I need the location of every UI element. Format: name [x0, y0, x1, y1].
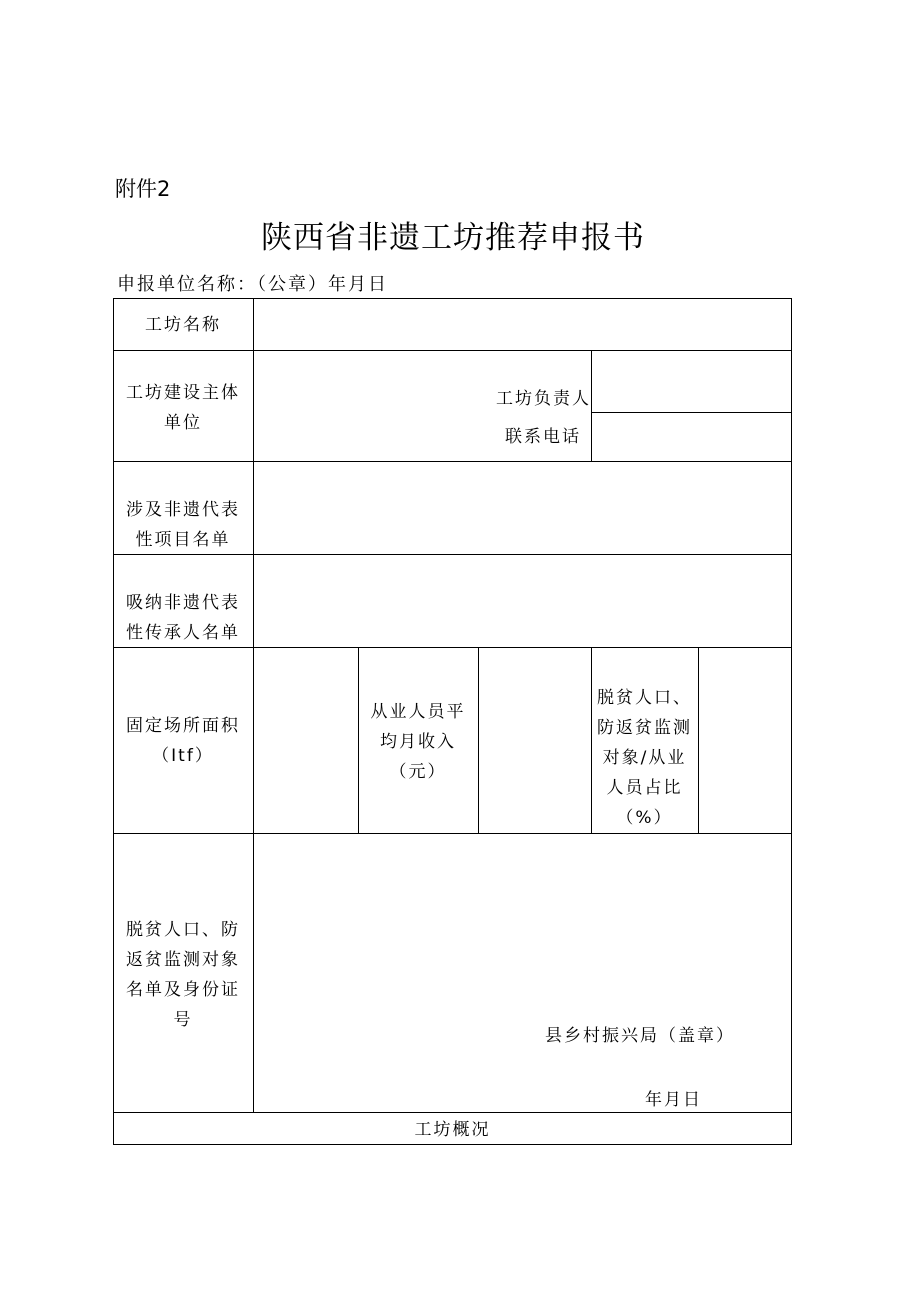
- poverty-list-label: 脱贫人口、防 返贫监测对象 名单及身份证 号: [126, 920, 240, 1030]
- rural-revitalization-seal-label: 县乡村振兴局（盖章）: [545, 1026, 735, 1046]
- phone-label: 联系电话: [505, 427, 581, 447]
- projects-label: 涉及非遗代表 性项目名单: [126, 500, 240, 550]
- inheritors-label: 吸纳非遗代表 性传承人名单: [126, 593, 240, 643]
- workshop-name-label: 工坊名称: [145, 315, 221, 335]
- column-divider: [253, 298, 254, 1112]
- table-border-top: [113, 298, 792, 299]
- row-divider: [113, 350, 792, 351]
- poverty-ratio-label: 脱贫人口、 防返贫监测 对象/从业 人员占比 （%）: [597, 688, 692, 828]
- row-divider: [113, 833, 792, 834]
- row-divider: [591, 412, 792, 413]
- average-income-label: 从业人员平 均月收入 （元）: [370, 702, 466, 782]
- builder-unit-label: 工坊建设主体 单位: [126, 383, 240, 433]
- table-border-right: [791, 298, 792, 1145]
- column-divider: [478, 647, 479, 833]
- page-title: 陕西省非遗工坊推荐申报书: [261, 220, 645, 256]
- application-form-table: [113, 298, 792, 1145]
- column-divider: [591, 350, 592, 461]
- workshop-overview-label: 工坊概况: [414, 1120, 491, 1140]
- fixed-area-label: 固定场所面积 （Itf）: [126, 716, 240, 766]
- row-divider: [113, 461, 792, 462]
- leader-label: 工坊负责人: [496, 389, 591, 409]
- column-divider: [698, 647, 699, 833]
- applicant-unit-line: 申报单位名称：（公章）年月日: [117, 274, 388, 295]
- attachment-label: 附件2: [115, 177, 171, 201]
- seal-date-label: 年月日: [645, 1090, 702, 1110]
